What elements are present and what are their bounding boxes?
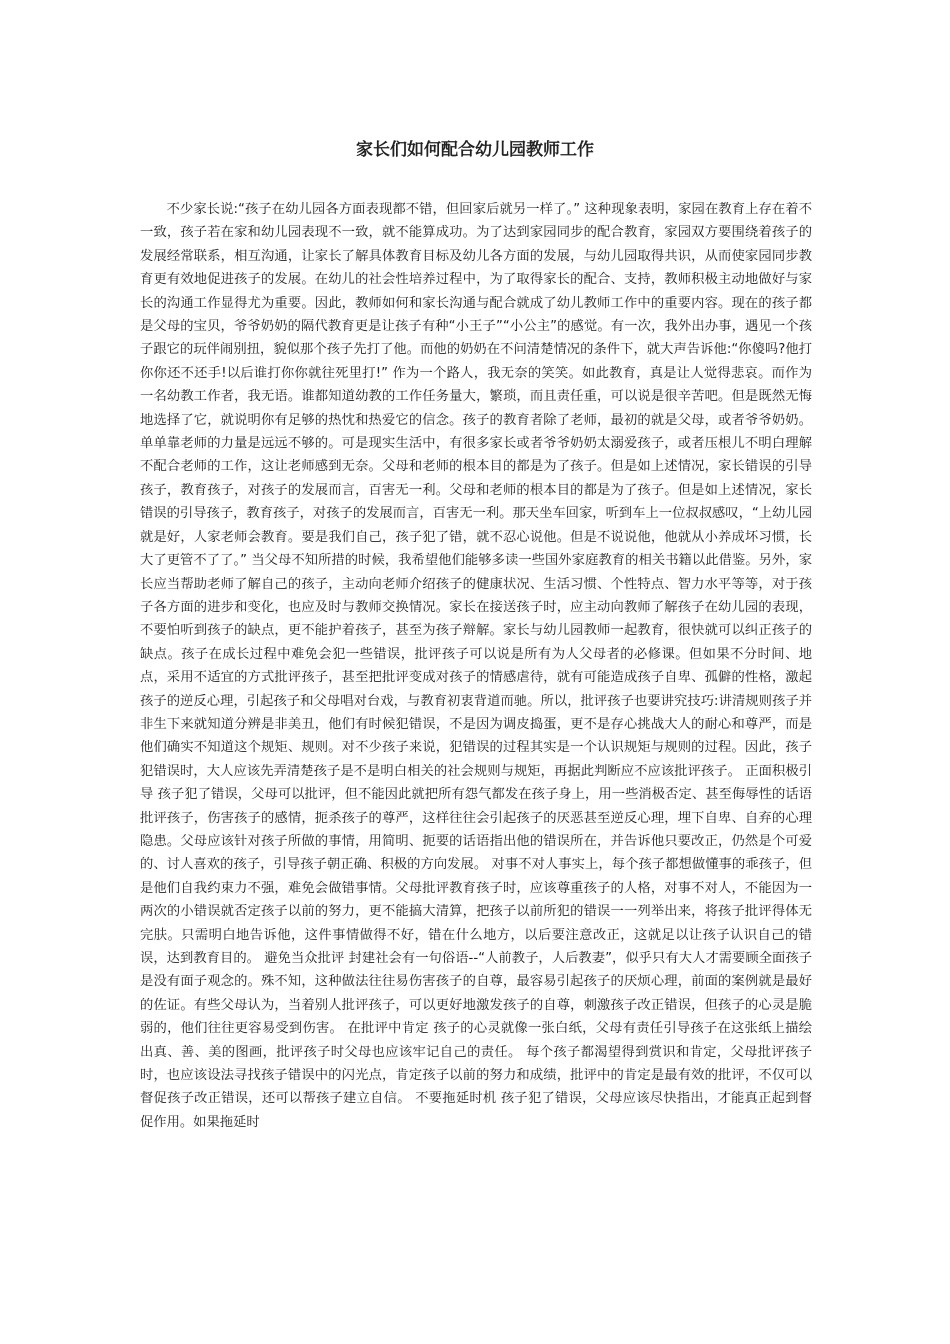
document-body-paragraph: 不少家长说:“孩子在幼儿园各方面表现都不错，但回家后就另一样了。” 这种现象表明，家园在教育上存在着不一致，孩子若在家和幼儿园表现不一致，就不能算成功。为了达到家园同步的配合教育，家园双方要围绕着孩子的发展经常联系，相互沟通，让家长了解具体教育目标及幼儿各方面的发展，与幼儿园取得共识，从而使家园同步教育更有效地促进孩子的发展。在幼儿的社会性培养过程中，为了取得家长的配合、支持，教师积极主动地做好与家长的沟通工作显得尤为重要。因此，教师如何和家长沟通与配合就成了幼儿教师工作中的重要内容。现在的孩子都是父母的宝贝，爷爷奶奶的隔代教育更是让孩子有种“小王子”“小公主”的感觉。有一次，我外出办事，遇见一个孩子跟它的玩伴闹别扭，貌似那个孩子先打了他。而他的奶奶在不问清楚情况的条件下，就大声告诉他:“你傻吗?他打你你还不还手!以后谁打你你就往死里打!” 作为一个路人，我无奈的笑笑。如此教育，真是让人觉得悲哀。而作为一名幼教工作者，我无语。谁都知道幼教的工作任务量大，繁琐，而且责任重，可以说是很辛苦吧。但是既然无悔地选择了它，就说明你有足够的热忱和热爱它的信念。孩子的教育者除了老师，最初的就是父母，或者爷爷奶奶。单单靠老师的力量是远远不够的。可是现实生活中，有很多家长或者爷爷奶奶太溺爱孩子，或者压根儿不明白理解不配合老师的工作，这让老师感到无奈。父母和老师的根本目的都是为了孩子。但是如上述情况，家长错误的引导孩子，教育孩子，对孩子的发展而言，百害无一利。父母和老师的根本目的都是为了孩子。但是如上述情况，家长错误的引导孩子，教育孩子，对孩子的发展而言，百害无一利。那天坐车回家，听到车上一位叔叔感叹，“上幼儿园就是好，人家老师会教育。要是我们自己，孩子犯了错，就不忍心说他。但是不说说他，他就从小养成坏习惯，长大了更管不了了。” 当父母不知所措的时候，我希望他们能够多读一些国外家庭教育的相关书籍以此借鉴。另外，家长应当帮助老师了解自己的孩子，主动向老师介绍孩子的健康状况、生活习惯、个性特点、智力水平等等，对于孩子各方面的进步和变化，也应及时与教师交换情况。家长在接送孩子时，应主动向教师了解孩子在幼儿园的表现，不要怕听到孩子的缺点，更不能护着孩子，甚至为孩子辩解。家长与幼儿园教师一起教育，很快就可以纠正孩子的缺点。孩子在成长过程中难免会犯一些错误，批评孩子可以说是所有为人父母者的必修课。但如果不分时间、地点，采用不适宜的方式批评孩子，甚至把批评变成对孩子的情感虐待，就有可能造成孩子自卑、孤僻的性格，激起孩子的逆反心理，引起孩子和父母唱对台戏，与教育初衷背道而驰。所以，批评孩子也要讲究技巧:讲清规则孩子并非生下来就知道分辨是非美丑，他们有时候犯错误，不是因为调皮捣蛋，更不是存心挑战大人的耐心和尊严，而是他们确实不知道这个规矩、规则。对不少孩子来说，犯错误的过程其实是一个认识规矩与规则的过程。因此，孩子犯错误时，大人应该先弄清楚孩子是不是明白相关的社会规则与规矩，再据此判断应不应该批评孩子。 正面积极引导 孩子犯了错误，父母可以批评，但不能因此就把所有怨气都发在孩子身上，用一些消极否定、甚至侮辱性的话语批评孩子，伤害孩子的感情，扼杀孩子的尊严，这样往往会引起孩子的厌恶甚至逆反心理，埋下自卑、自弃的心理隐患。父母应该针对孩子所做的事情，用简明、扼要的话语指出他的错误所在，并告诉他只要改正，仍然是个可爱的、讨人喜欢的孩子，引导孩子朝正确、积极的方向发展。 对事不对人事实上，每个孩子都想做懂事的乖孩子，但是他们自我约束力不强，难免会做错事情。父母批评教育孩子时，应该尊重孩子的人格，对事不对人，不能因为一两次的小错误就否定孩子以前的努力，更不能搞大清算，把孩子以前所犯的错误一一列举出来，将孩子批评得体无完肤。只需明白地告诉他，这件事情做得不好，错在什么地方，以后要注意改正，这就足以让孩子认识自己的错误，达到教育目的。 避免当众批评 封建社会有一句俗语--“人前教子，人后教妻”，似乎只有大人才需要顾全面孩子是没有面子观念的。殊不知，这种做法往往易伤害孩子的自尊，最容易引起孩子的厌烦心理，前面的案例就是最好的佐证。有些父母认为，当着别人批评孩子，可以更好地激发孩子的自尊，刺激孩子改正错误，但孩子的心灵是脆弱的，他们往往更容易受到伤害。 在批评中肯定 孩子的心灵就像一张白纸，父母有责任引导孩子在这张纸上描绘出真、善、美的图画，批评孩子时父母也应该牢记自己的责任。 每个孩子都渴望得到赏识和肯定，父母批评孩子时，也应该设法寻找孩子错误中的闪光点，肯定孩子以前的努力和成绩，批评中的肯定是最有效的批评，不仅可以督促孩子改正错误，还可以帮孩子建立自信。 不要拖延时机 孩子犯了错误，父母应该尽快指出，才能真正起到督促作用。如果拖延时	[140, 202, 812, 1130]
document-title: 家长们如何配合幼儿园教师工作	[356, 140, 594, 160]
